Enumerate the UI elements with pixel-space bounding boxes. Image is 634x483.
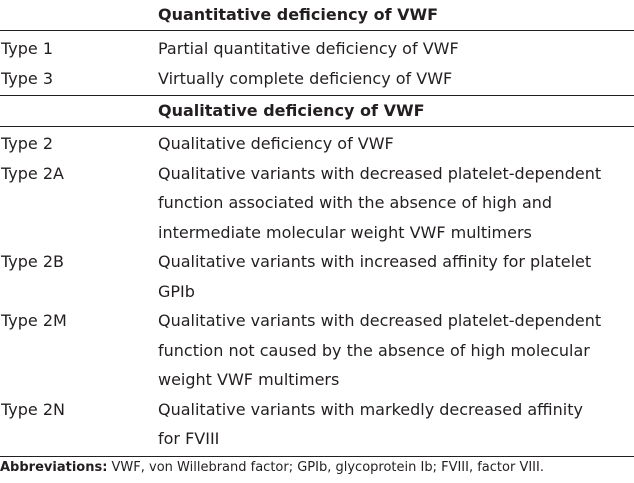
description-line: for FVIII: [158, 429, 220, 448]
table-row: [0, 247, 634, 306]
table-row: [0, 64, 634, 94]
abbreviations-footnote: [0, 458, 544, 478]
type-cell: Type 2A: [1, 163, 64, 183]
type-cell: Type 2M: [1, 311, 67, 330]
description-line: Qualitative deficiency of VWF: [158, 134, 394, 153]
description-cell: [158, 34, 634, 64]
section-heading-quantitative: Quantitative deficiency of VWF: [158, 5, 439, 24]
quantitative-rows: [0, 31, 634, 95]
description-cell: [158, 306, 634, 395]
footnote-label: Abbreviations:: [0, 460, 108, 475]
table-row: [0, 306, 634, 395]
description-line: Qualitative variants with decreased platelet-dependent: [158, 311, 602, 330]
description-cell: [158, 159, 634, 248]
type-cell: Type 1: [1, 39, 54, 58]
table-row: [0, 159, 634, 248]
footnote-text: VWF, von Willebrand factor; GPIb, glycoprotein Ib; FVIII, factor VIII.: [107, 460, 544, 475]
table-rule: [0, 456, 634, 457]
table-row: [0, 395, 634, 454]
description-line: intermediate molecular weight VWF multimers: [158, 222, 532, 242]
description-line: Qualitative variants with increased affinity for platelet: [158, 252, 592, 271]
type-cell: Type 3: [1, 68, 54, 88]
table-row: [0, 129, 634, 159]
description-cell: [158, 64, 634, 94]
type-cell: Type 2: [1, 134, 54, 153]
description-line: function associated with the absence of high and: [158, 193, 553, 212]
description-line: Partial quantitative deficiency of VWF: [158, 39, 459, 58]
description-cell: [158, 129, 634, 159]
section-heading-qualitative: Qualitative deficiency of VWF: [158, 101, 425, 120]
table-row: [0, 34, 634, 64]
description-line: Qualitative variants with decreased platelet-dependent: [158, 163, 602, 183]
qualitative-rows: [0, 127, 634, 456]
description-line: weight VWF multimers: [158, 370, 340, 389]
description-cell: [158, 247, 634, 306]
type-cell: Type 2N: [1, 399, 65, 419]
description-line: Virtually complete deficiency of VWF: [158, 68, 453, 88]
description-line: GPIb: [158, 281, 195, 301]
description-cell: [158, 395, 634, 454]
description-line: function not caused by the absence of high molecular: [158, 340, 590, 360]
type-cell: Type 2B: [1, 252, 64, 271]
description-line: Qualitative variants with markedly decreased affinity: [158, 399, 583, 419]
